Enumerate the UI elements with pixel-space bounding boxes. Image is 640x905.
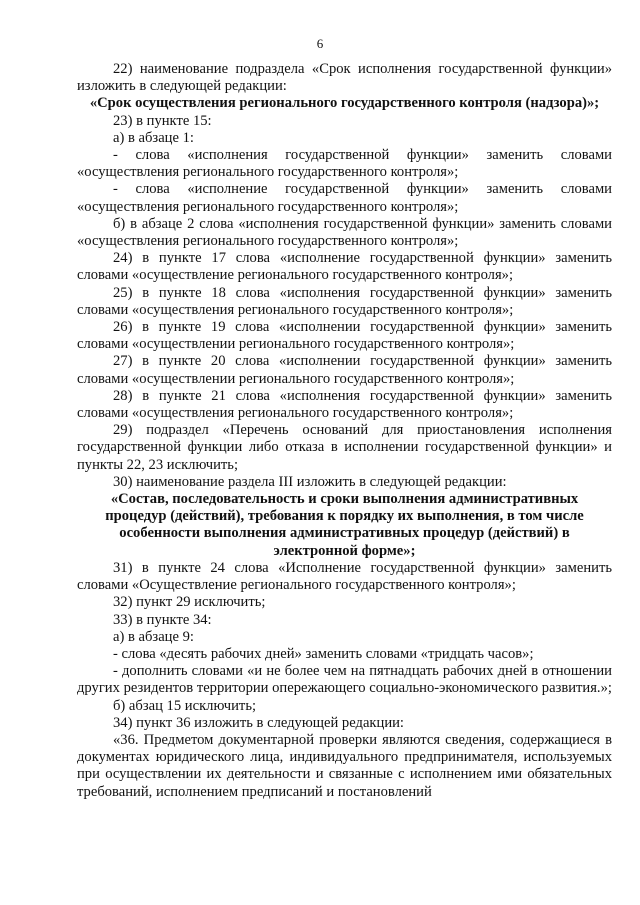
paragraph-p23: 23) в пункте 15:	[113, 112, 212, 129]
paragraph-p23a: а) в абзаце 1:	[113, 129, 194, 146]
paragraph-p28: 28) в пункте 21 слова «исполнения государственной функции» заменить словами «осуществления регионального государственного контроля»;	[77, 387, 612, 422]
paragraph-p23b: б) в абзаце 2 слова «исполнения государственной функции» заменить словами «осуществления регионального государственного контроля»;	[77, 215, 612, 250]
paragraph-p27: 27) в пункте 20 слова «исполнении государственной функции» заменить словами «осуществлении регионального государственного контроля»;	[77, 353, 612, 387]
document-body	[77, 61, 612, 801]
paragraph-p33a2: - дополнить словами «и не более чем на пятнадцать рабочих дней в отношении других резидентов территории опережающего социально-экономического развития.»;	[77, 663, 612, 697]
paragraph-p29: 29) подраздел «Перечень оснований для приостановления исполнения государственной функции либо отказа в исполнении государственной функции» и пункты 22, 23 исключить;	[77, 422, 612, 473]
paragraph-p31: 31) в пункте 24 слова «Исполнение государственной функции» заменить словами «Осуществление регионального государственного контроля»;	[77, 559, 612, 594]
paragraph-p34: 34) пункт 36 изложить в следующей редакции:	[113, 714, 404, 731]
section-heading-h30: «Состав, последовательность и сроки выполнения административных процедур (действий), требования к порядку их выполнения, в том числе особенности выполнения административных процедур (действий) в электронной форме»;	[105, 491, 584, 559]
paragraph-p22: 22) наименование подраздела «Срок исполнения государственной функции» изложить в следующей редакции:	[77, 61, 612, 95]
paragraph-p30: 30) наименование раздела III изложить в следующей редакции:	[113, 473, 507, 490]
paragraph-p32: 32) пункт 29 исключить;	[113, 594, 266, 611]
page-number: 6	[316, 36, 324, 51]
section-heading-h22: «Срок осуществления регионального государственного контроля (надзора)»;	[89, 95, 600, 112]
paragraph-p25: 25) в пункте 18 слова «исполнения государственной функции» заменить словами «осуществления регионального государственного контроля»;	[77, 284, 612, 318]
paragraph-p36: «36. Предметом документарной проверки являются сведения, содержащиеся в документах юридического лица, индивидуального предпринимателя, используемых при осуществлении их деятельности и связанные с исполнением ими обязательных требований, исполнением предписаний и постановлений	[77, 731, 612, 800]
paragraph-p26: 26) в пункте 19 слова «исполнении государственной функции» заменить словами «осуществлении регионального государственного контроля»;	[77, 319, 612, 353]
paragraph-p33a1: - слова «десять рабочих дней» заменить словами «тридцать часов»;	[113, 645, 534, 662]
paragraph-p33: 33) в пункте 34:	[113, 611, 212, 628]
paragraph-p23a2: - слова «исполнение государственной функции» заменить словами «осуществления регионального государственного контроля»;	[77, 181, 612, 215]
paragraph-p24: 24) в пункте 17 слова «исполнение государственной функции» заменить словами «осуществление регионального государственного контроля»;	[77, 250, 612, 284]
paragraph-p23a1: - слова «исполнения государственной функции» заменить словами «осуществления регионального государственного контроля»;	[77, 147, 612, 181]
paragraph-p33b: б) абзац 15 исключить;	[113, 697, 257, 714]
paragraph-p33a: а) в абзаце 9:	[113, 628, 194, 645]
